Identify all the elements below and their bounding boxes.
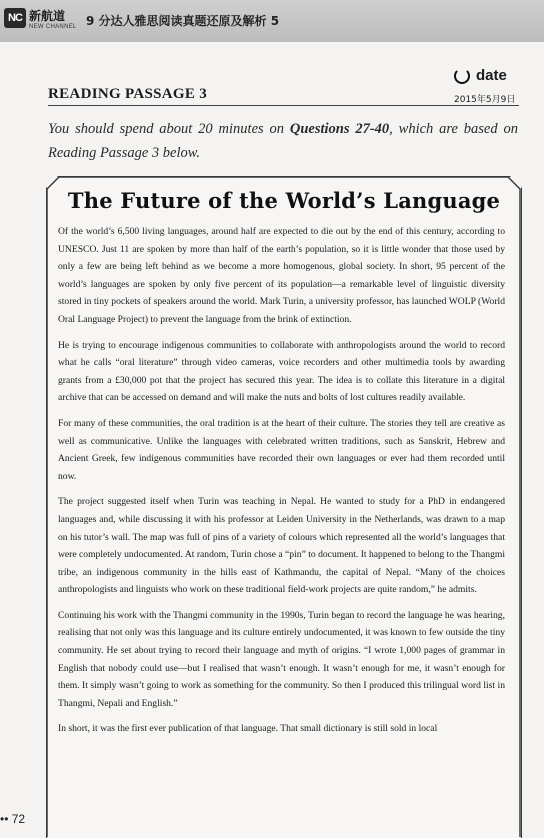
passage-paragraph: Of the world’s 6,500 living languages, around half are expected to die out by the end of this century, according to UNESCO. Just 11 are spoken by more than half of the earth’s population, so it is little wonder that those used by only a few are being left behind as we become a more homogenous, global society. In short, 95 percent of the world’s languages are spoken by only five percent of its population—a remarkable level of linguistic diversity stored in tiny pockets of speakers around the world. Mark Turin, a university professor, has launched WOLP (World Oral Language Project) to prevent the language from the brink of extinction. [58, 226, 505, 325]
page-number: •• 72 [0, 812, 26, 826]
book-title: 9 分达人雅思阅读真题还原及解析 5 [86, 14, 280, 28]
logo-text [29, 7, 77, 30]
logo-chinese-name: 新航道 [29, 8, 66, 23]
section-title: READING PASSAGE 3 [48, 86, 208, 102]
clock-icon [454, 68, 470, 84]
passage-paragraph: Continuing his work with the Thangmi community in the 1990s, Turin began to record the language he was hearing, realising that not only was this language and its culture entirely undocumented, it was known to few outside the tiny community. He set about trying to record their language and myth of origins. “I wrote 1,000 pages of grammar in English that nobody could use—but I realised that wasn’t enough. It wasn’t enough for me, it wasn’t enough for them. It simply wasn’t going to work as something for the community. So then I produced this trilingual word list in Thangmi, Nepali and English.” [58, 609, 505, 709]
logo-mark-icon: NC [4, 8, 26, 28]
publisher-logo [4, 7, 77, 29]
instructions [48, 117, 518, 165]
logo-english-name: NEW CHANNEL [29, 23, 77, 30]
instructions-tail: , which are based on Reading Passage 3 below. [48, 121, 518, 161]
date-label: date [476, 67, 507, 84]
passage-paragraph: The project suggested itself when Turin was teaching in Nepal. He wanted to study for a PhD in endangered languages and, while discussing it with his professor at Leiden University in the Netherlands, was drawn to a map on his tutor’s wall. The map was full of pins of a variety of colours which represented all the world’s languages that were completely undocumented. At random, Turin chose a “pin” to document. It happened to belong to the Thangmi tribe, an indigenous community in the hills east of Kathmandu, the capital of Nepal. “Many of the choices anthropologists and linguists who work on these traditional field-work projects are quite random,” he admits. [58, 496, 505, 596]
date-value: 2015年5月9日 [454, 95, 516, 105]
instructions-lead: You should spend about 20 minutes on [48, 121, 290, 137]
instructions-questions: Questions 27-40 [289, 121, 390, 137]
header-bar [0, 0, 544, 42]
passage-body [58, 223, 505, 746]
page-number-value: 72 [11, 812, 26, 826]
passage-title: The Future of the World’s Language [67, 188, 501, 213]
passage-paragraph: In short, it was the first ever publication of that language. That small dictionary is still sold in local [58, 723, 438, 735]
passage-paragraph: For many of these communities, the oral tradition is at the heart of their culture. The stories they tell are creative as well as communicative. Unlike the languages with celebrated written traditions, such as Sanskrit, Hebrew and Ancient Greek, few indigenous communities have recorded their own languages or ever had them recorded until now. [58, 417, 505, 482]
section-divider [48, 105, 519, 106]
passage-paragraph: He is trying to encourage indigenous communities to collaborate with anthropologists around the world to record what he calls “oral literature” through video cameras, voice recorders and other multimedia tools by awarding grants from a £30,000 pot that the project has secured this year. The idea is to collate this literature in a digital archive that can be accessed on demand and will make the nuts and bolts of lost cultures readily available. [58, 339, 505, 404]
